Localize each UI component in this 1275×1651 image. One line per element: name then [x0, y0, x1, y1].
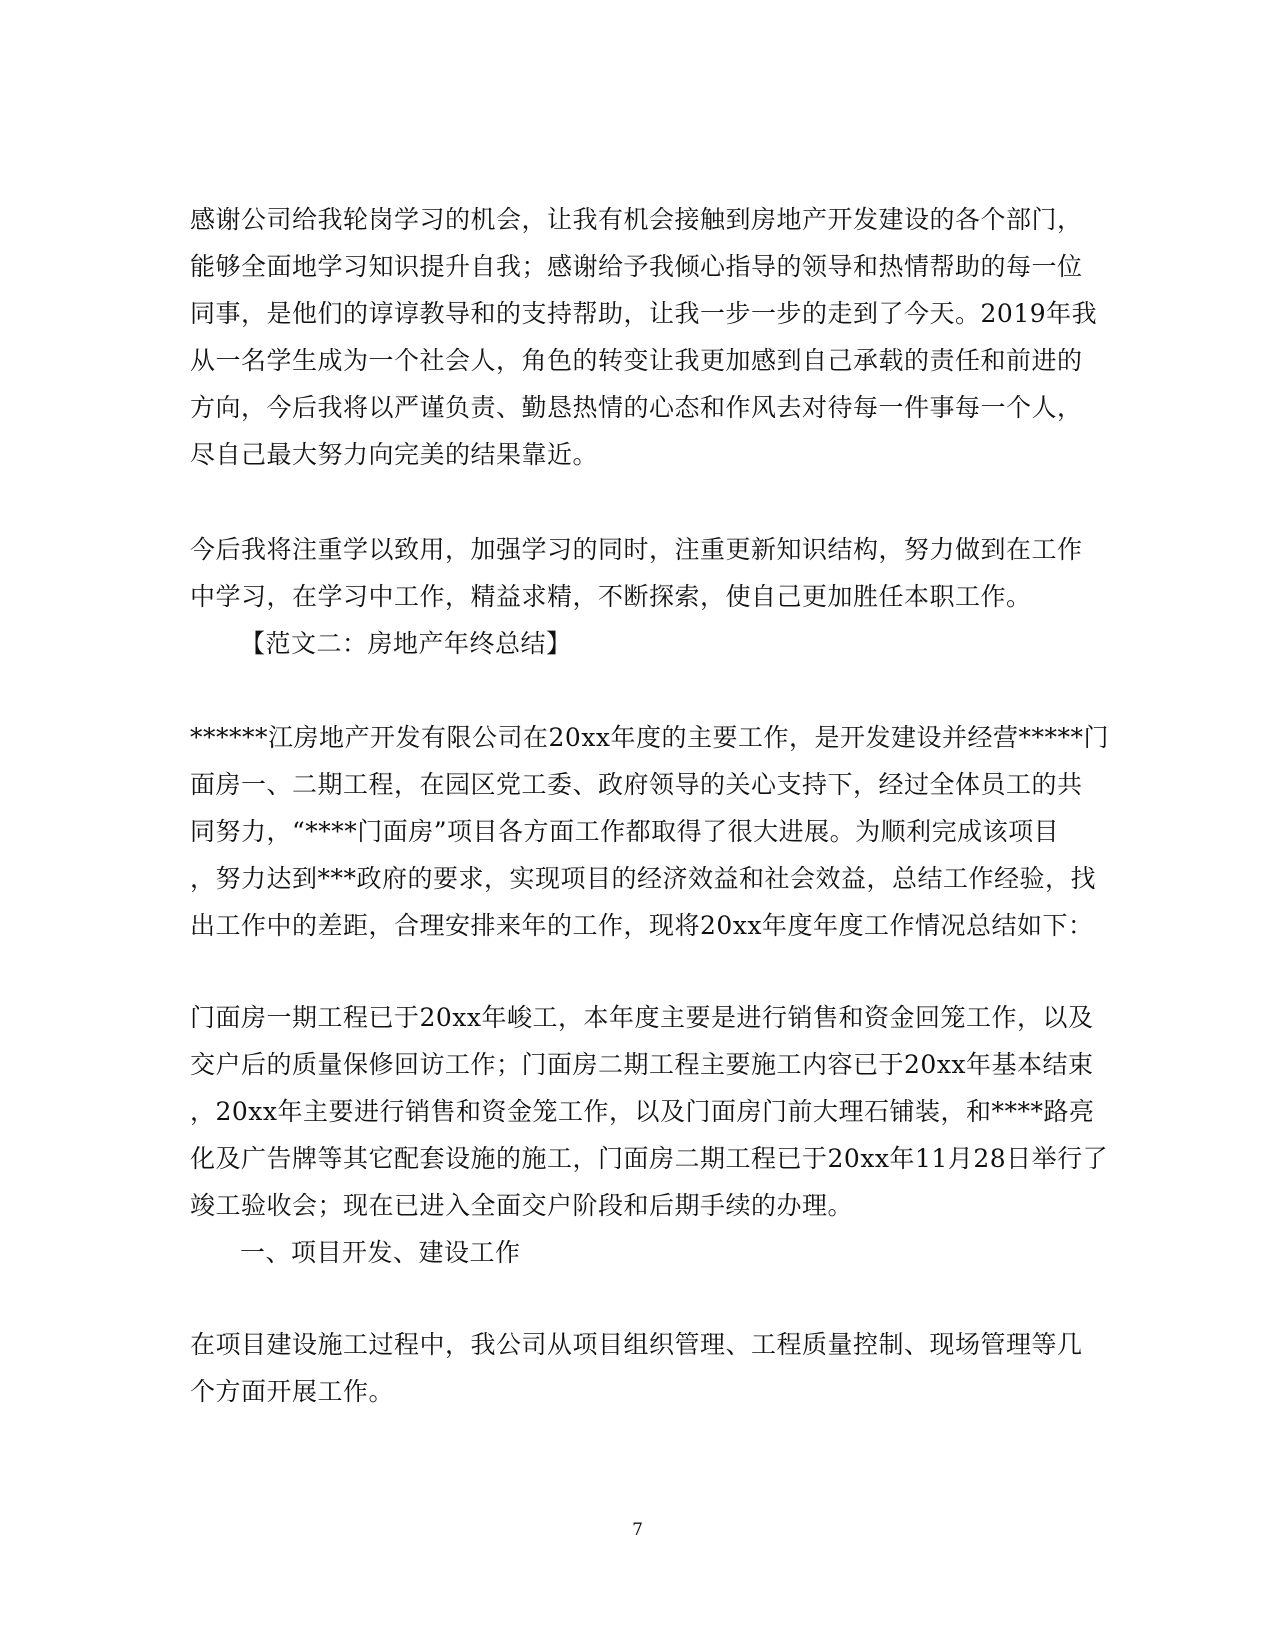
paragraph-1-line-4: 从一名学生成为一个社会人，角色的转变让我更加感到自己承载的责任和前进的 — [190, 346, 1083, 375]
paragraph-3-line-1: ******江房地产开发有限公司在20xx年度的主要工作，是开发建设并经营*****门 — [190, 723, 1110, 752]
paragraph-3-line-2: 面房一、二期工程，在园区党工委、政府领导的关心支持下，经过全体员工的共 — [190, 770, 1083, 799]
paragraph-2-line-2: 中学习，在学习中工作，精益求精，不断探索，使自己更加胜任本职工作。 — [190, 582, 1032, 611]
paragraph-1-line-1: 感谢公司给我轮岗学习的机会，让我有机会接触到房地产开发建设的各个部门， — [190, 205, 1083, 234]
paragraph-3-line-4: ，努力达到***政府的要求，实现项目的经济效益和社会效益，总结工作经验，找 — [190, 864, 1097, 893]
paragraph-1-line-2: 能够全面地学习知识提升自我；感谢给予我倾心指导的领导和热情帮助的每一位 — [190, 252, 1083, 281]
paragraph-4-line-1: 门面房一期工程已于20xx年峻工，本年度主要是进行销售和资金回笼工作，以及 — [190, 1003, 1094, 1032]
paragraph-3-line-5: 出工作中的差距，合理安排来年的工作，现将20xx年度年度工作情况总结如下： — [190, 911, 1094, 940]
paragraph-4-line-2: 交户后的质量保修回访工作；门面房二期工程主要施工内容已于20xx年基本结束 — [190, 1050, 1094, 1079]
section-heading-project-development: 一、项目开发、建设工作 — [240, 1238, 521, 1267]
paragraph-1-line-5: 方向，今后我将以严谨负责、勤恳热情的心态和作风去对待每一件事每一个人， — [190, 393, 1083, 422]
paragraph-4-line-4: 化及广告牌等其它配套设施的施工，门面房二期工程已于20xx年11月28日举行了 — [190, 1144, 1109, 1173]
paragraph-5-line-1: 在项目建设施工过程中，我公司从项目组织管理、工程质量控制、现场管理等几 — [190, 1330, 1083, 1359]
paragraph-1-line-6: 尽自己最大努力向完美的结果靠近。 — [190, 440, 599, 469]
paragraph-1-line-3: 同事，是他们的谆谆教导和的支持帮助，让我一步一步的走到了今天。2019年我 — [190, 299, 1098, 328]
paragraph-2-line-1: 今后我将注重学以致用，加强学习的同时，注重更新知识结构，努力做到在工作 — [190, 535, 1083, 564]
paragraph-3-line-3: 同努力，“****门面房”项目各方面工作都取得了很大进展。为顺利完成该项目 — [190, 817, 1060, 846]
section-heading-sample-two: 【范文二：房地产年终总结】 — [240, 629, 572, 658]
page-number: 7 — [632, 1520, 643, 1540]
paragraph-4-line-5: 竣工验收会；现在已进入全面交户阶段和后期手续的办理。 — [190, 1191, 854, 1220]
paragraph-4-line-3: ，20xx年主要进行销售和资金笼工作，以及门面房门前大理石铺装，和****路亮 — [190, 1097, 1095, 1126]
paragraph-5-line-2: 个方面开展工作。 — [190, 1377, 395, 1406]
